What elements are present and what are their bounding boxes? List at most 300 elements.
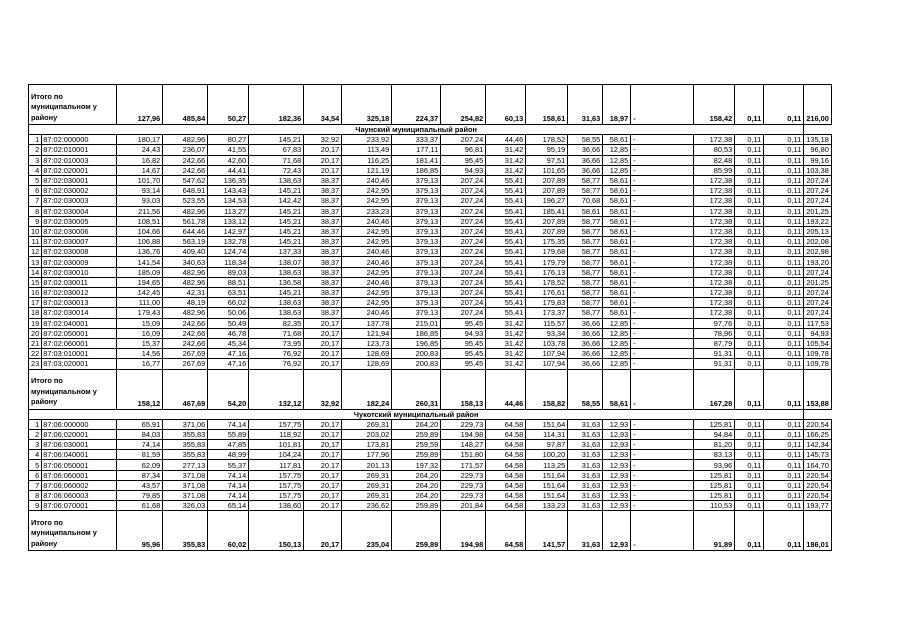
value-cell: 178,52 bbox=[526, 277, 568, 287]
cadastral-code: 87:02:030009 bbox=[42, 257, 117, 267]
value-cell: 194,98 bbox=[441, 429, 486, 439]
value-cell: 111,00 bbox=[117, 298, 163, 308]
value-cell: 264,20 bbox=[392, 470, 441, 480]
value-cell: 71,68 bbox=[249, 328, 304, 338]
table-row bbox=[29, 226, 832, 236]
value-cell: 259,89 bbox=[392, 501, 441, 511]
value-cell: 242,95 bbox=[342, 237, 392, 247]
value-cell: 207,24 bbox=[441, 277, 486, 287]
value-cell bbox=[640, 155, 694, 165]
value-cell: 177,11 bbox=[392, 145, 441, 155]
table-row bbox=[29, 450, 832, 460]
value-cell: 203,02 bbox=[342, 429, 392, 439]
value-cell bbox=[640, 338, 694, 348]
value-cell: - bbox=[631, 257, 640, 267]
value-cell: 31,42 bbox=[486, 155, 526, 165]
value-cell: 172,38 bbox=[694, 135, 735, 145]
value-cell: 172,38 bbox=[694, 308, 735, 318]
value-cell: 0,11 bbox=[735, 237, 764, 247]
value-cell: 0,11 bbox=[735, 328, 764, 338]
value-cell: 66,02 bbox=[208, 298, 249, 308]
row-number: 9 bbox=[29, 216, 42, 226]
value-cell: 269,31 bbox=[342, 480, 392, 490]
value-cell: 64,58 bbox=[486, 440, 526, 450]
total-cell: 141,57 bbox=[526, 511, 568, 551]
table-row bbox=[29, 491, 832, 501]
value-cell: 58,61 bbox=[603, 288, 631, 298]
value-cell: 12,85 bbox=[603, 165, 631, 175]
value-cell: 128,69 bbox=[342, 359, 392, 369]
value-cell: 58,61 bbox=[603, 277, 631, 287]
value-cell: 523,55 bbox=[163, 196, 208, 206]
value-cell: 207,89 bbox=[526, 226, 568, 236]
value-cell bbox=[640, 349, 694, 359]
value-cell: 379,13 bbox=[392, 237, 441, 247]
row-number: 12 bbox=[29, 247, 42, 257]
value-cell: 259,59 bbox=[392, 440, 441, 450]
total-cell: 224,37 bbox=[392, 85, 441, 125]
value-cell: 0,11 bbox=[764, 247, 804, 257]
value-cell: 166,25 bbox=[804, 429, 832, 439]
total-cell: - bbox=[631, 369, 640, 409]
value-cell: 55,37 bbox=[208, 460, 249, 470]
row-number: 19 bbox=[29, 318, 42, 328]
value-cell: 96,81 bbox=[441, 145, 486, 155]
value-cell: 207,24 bbox=[441, 267, 486, 277]
value-cell: 44,46 bbox=[486, 135, 526, 145]
value-cell: 76,92 bbox=[249, 359, 304, 369]
value-cell: 172,38 bbox=[694, 196, 735, 206]
value-cell: 173,81 bbox=[342, 440, 392, 450]
value-cell: 58,61 bbox=[603, 237, 631, 247]
value-cell: 242,66 bbox=[163, 165, 208, 175]
value-cell: 106,88 bbox=[117, 237, 163, 247]
value-cell: 41,55 bbox=[208, 145, 249, 155]
value-cell: - bbox=[631, 175, 640, 185]
value-cell: 125,81 bbox=[694, 491, 735, 501]
value-cell: 104,24 bbox=[249, 450, 304, 460]
value-cell bbox=[640, 480, 694, 490]
table-row bbox=[29, 175, 832, 185]
value-cell: 242,95 bbox=[342, 267, 392, 277]
value-cell: 0,11 bbox=[735, 165, 764, 175]
total-cell: 50,27 bbox=[208, 85, 249, 125]
value-cell: 379,13 bbox=[392, 247, 441, 257]
value-cell: - bbox=[631, 186, 640, 196]
value-cell: 61,68 bbox=[117, 501, 163, 511]
value-cell: 207,24 bbox=[441, 288, 486, 298]
value-cell: - bbox=[631, 267, 640, 277]
value-cell: 0,11 bbox=[764, 267, 804, 277]
tariff-table bbox=[28, 84, 832, 551]
value-cell: 38,37 bbox=[304, 226, 342, 236]
value-cell: 151,64 bbox=[526, 480, 568, 490]
value-cell: 67,83 bbox=[249, 145, 304, 155]
value-cell bbox=[640, 175, 694, 185]
row-number: 5 bbox=[29, 175, 42, 185]
value-cell: 207,24 bbox=[441, 247, 486, 257]
value-cell: 20,17 bbox=[304, 419, 342, 429]
value-cell bbox=[640, 247, 694, 257]
value-cell: 31,63 bbox=[568, 501, 603, 511]
cadastral-code: 87:06:070001 bbox=[42, 501, 117, 511]
value-cell: 207,89 bbox=[526, 186, 568, 196]
value-cell: 0,11 bbox=[735, 450, 764, 460]
value-cell: 207,24 bbox=[804, 298, 832, 308]
value-cell: 172,38 bbox=[694, 277, 735, 287]
cadastral-code: 87:02:030013 bbox=[42, 298, 117, 308]
value-cell: 242,66 bbox=[163, 328, 208, 338]
value-cell: 194,65 bbox=[117, 277, 163, 287]
value-cell: 20,17 bbox=[304, 338, 342, 348]
value-cell: 196,27 bbox=[526, 196, 568, 206]
value-cell: 20,17 bbox=[304, 501, 342, 511]
value-cell: 207,89 bbox=[526, 216, 568, 226]
total-cell: - bbox=[631, 85, 640, 125]
value-cell: 240,46 bbox=[342, 257, 392, 267]
value-cell: 58,77 bbox=[568, 308, 603, 318]
row-number: 7 bbox=[29, 196, 42, 206]
value-cell: 55,41 bbox=[486, 277, 526, 287]
table-row bbox=[29, 135, 832, 145]
value-cell: 205,13 bbox=[804, 226, 832, 236]
value-cell: 12,85 bbox=[603, 349, 631, 359]
value-cell: 93,14 bbox=[117, 186, 163, 196]
value-cell: - bbox=[631, 349, 640, 359]
value-cell: 15,37 bbox=[117, 338, 163, 348]
value-cell: 31,63 bbox=[568, 440, 603, 450]
value-cell: - bbox=[631, 429, 640, 439]
value-cell: 125,81 bbox=[694, 470, 735, 480]
cadastral-code: 87:03:020001 bbox=[42, 359, 117, 369]
value-cell: 38,37 bbox=[304, 237, 342, 247]
value-cell: 133,12 bbox=[208, 216, 249, 226]
value-cell bbox=[640, 501, 694, 511]
value-cell: 207,24 bbox=[804, 308, 832, 318]
value-cell: 12,93 bbox=[603, 470, 631, 480]
district-header-row bbox=[29, 409, 832, 419]
value-cell: 142,42 bbox=[249, 196, 304, 206]
total-cell: 32,92 bbox=[304, 369, 342, 409]
value-cell: 135,18 bbox=[804, 135, 832, 145]
value-cell: 0,11 bbox=[764, 359, 804, 369]
value-cell: 0,11 bbox=[764, 429, 804, 439]
value-cell: 58,77 bbox=[568, 186, 603, 196]
value-cell: 38,37 bbox=[304, 206, 342, 216]
value-cell: 63,51 bbox=[208, 288, 249, 298]
value-cell: 482,96 bbox=[163, 206, 208, 216]
value-cell: 172,38 bbox=[694, 298, 735, 308]
value-cell: - bbox=[631, 460, 640, 470]
value-cell: 138,63 bbox=[249, 175, 304, 185]
value-cell: 31,42 bbox=[486, 318, 526, 328]
value-cell: 55,41 bbox=[486, 298, 526, 308]
value-cell: 14,56 bbox=[117, 349, 163, 359]
value-cell: 0,11 bbox=[764, 206, 804, 216]
total-row bbox=[29, 85, 832, 125]
value-cell: - bbox=[631, 491, 640, 501]
value-cell: 38,37 bbox=[304, 288, 342, 298]
table-row bbox=[29, 288, 832, 298]
table-row bbox=[29, 186, 832, 196]
value-cell bbox=[640, 206, 694, 216]
value-cell: 55,41 bbox=[486, 186, 526, 196]
value-cell: 38,37 bbox=[304, 267, 342, 277]
value-cell: 0,11 bbox=[735, 308, 764, 318]
value-cell: 58,77 bbox=[568, 175, 603, 185]
value-cell: 12,85 bbox=[603, 318, 631, 328]
value-cell: 207,24 bbox=[804, 175, 832, 185]
value-cell: 38,37 bbox=[304, 186, 342, 196]
value-cell: 88,51 bbox=[208, 277, 249, 287]
district-header-row bbox=[29, 125, 832, 135]
value-cell: 0,11 bbox=[764, 298, 804, 308]
value-cell: 20,17 bbox=[304, 318, 342, 328]
value-cell: 0,11 bbox=[735, 196, 764, 206]
value-cell: 71,68 bbox=[249, 155, 304, 165]
row-number: 18 bbox=[29, 308, 42, 318]
table-row bbox=[29, 165, 832, 175]
value-cell: 105,54 bbox=[804, 338, 832, 348]
cadastral-code: 87:03:010001 bbox=[42, 349, 117, 359]
table-row bbox=[29, 429, 832, 439]
value-cell: 74,14 bbox=[208, 480, 249, 490]
table-row bbox=[29, 257, 832, 267]
value-cell: - bbox=[631, 318, 640, 328]
value-cell: 0,11 bbox=[764, 318, 804, 328]
value-cell: 14,67 bbox=[117, 165, 163, 175]
value-cell: 70,68 bbox=[568, 196, 603, 206]
total-cell: 182,36 bbox=[249, 85, 304, 125]
value-cell: 55,41 bbox=[486, 257, 526, 267]
value-cell: 0,11 bbox=[735, 175, 764, 185]
total-cell: 0,11 bbox=[764, 85, 804, 125]
value-cell: 55,41 bbox=[486, 206, 526, 216]
value-cell: 172,38 bbox=[694, 257, 735, 267]
value-cell: - bbox=[631, 470, 640, 480]
value-cell: 179,68 bbox=[526, 247, 568, 257]
table-row bbox=[29, 237, 832, 247]
table-row bbox=[29, 308, 832, 318]
value-cell: 95,45 bbox=[441, 359, 486, 369]
value-cell: 55,41 bbox=[486, 267, 526, 277]
value-cell: 76,92 bbox=[249, 349, 304, 359]
cadastral-code: 87:02:030003 bbox=[42, 196, 117, 206]
value-cell: 200,83 bbox=[392, 349, 441, 359]
value-cell: 333,37 bbox=[392, 135, 441, 145]
value-cell: 136,35 bbox=[208, 175, 249, 185]
value-cell: 97,87 bbox=[526, 440, 568, 450]
value-cell: 38,37 bbox=[304, 247, 342, 257]
value-cell: 229,73 bbox=[441, 470, 486, 480]
value-cell: 207,24 bbox=[441, 298, 486, 308]
value-cell: 201,84 bbox=[441, 501, 486, 511]
table-row bbox=[29, 196, 832, 206]
value-cell: 482,96 bbox=[163, 308, 208, 318]
report-sheet bbox=[28, 84, 832, 551]
value-cell: 55,41 bbox=[486, 226, 526, 236]
table-row bbox=[29, 298, 832, 308]
value-cell: 31,63 bbox=[568, 470, 603, 480]
value-cell: 236,62 bbox=[342, 501, 392, 511]
value-cell: 220,54 bbox=[804, 480, 832, 490]
cadastral-code: 87:02:030005 bbox=[42, 216, 117, 226]
value-cell: 264,20 bbox=[392, 491, 441, 501]
value-cell: 82,48 bbox=[694, 155, 735, 165]
value-cell: 201,25 bbox=[804, 277, 832, 287]
value-cell: 379,13 bbox=[392, 186, 441, 196]
value-cell: 648,91 bbox=[163, 186, 208, 196]
value-cell bbox=[640, 288, 694, 298]
value-cell: 46,78 bbox=[208, 328, 249, 338]
value-cell: 103,78 bbox=[526, 338, 568, 348]
value-cell: 145,21 bbox=[249, 288, 304, 298]
total-cell: 31,63 bbox=[568, 85, 603, 125]
value-cell: 58,77 bbox=[568, 298, 603, 308]
value-cell: 240,46 bbox=[342, 216, 392, 226]
total-cell: 194,98 bbox=[441, 511, 486, 551]
value-cell: 94,93 bbox=[804, 328, 832, 338]
value-cell: 64,58 bbox=[486, 501, 526, 511]
row-number: 23 bbox=[29, 359, 42, 369]
cadastral-code: 87:02:030008 bbox=[42, 247, 117, 257]
value-cell: 242,66 bbox=[163, 338, 208, 348]
row-number: 6 bbox=[29, 470, 42, 480]
value-cell: 74,14 bbox=[117, 440, 163, 450]
row-number: 3 bbox=[29, 440, 42, 450]
value-cell: 259,89 bbox=[392, 450, 441, 460]
value-cell: 186,85 bbox=[392, 165, 441, 175]
value-cell: 94,93 bbox=[441, 328, 486, 338]
value-cell bbox=[640, 460, 694, 470]
value-cell: 136,76 bbox=[117, 247, 163, 257]
total-cell: 153,88 bbox=[804, 369, 832, 409]
value-cell: 561,78 bbox=[163, 216, 208, 226]
total-cell: 235,04 bbox=[342, 511, 392, 551]
row-number: 2 bbox=[29, 145, 42, 155]
value-cell: 0,11 bbox=[735, 257, 764, 267]
value-cell bbox=[640, 267, 694, 277]
total-cell: - bbox=[631, 511, 640, 551]
value-cell: 207,24 bbox=[804, 288, 832, 298]
value-cell: 31,63 bbox=[568, 460, 603, 470]
value-cell: 193,22 bbox=[804, 216, 832, 226]
value-cell: 64,58 bbox=[486, 450, 526, 460]
value-cell: 142,97 bbox=[208, 226, 249, 236]
value-cell bbox=[640, 257, 694, 267]
row-number: 5 bbox=[29, 460, 42, 470]
value-cell: 145,21 bbox=[249, 216, 304, 226]
value-cell: 143,43 bbox=[208, 186, 249, 196]
total-label: Итого по муниципальном у району bbox=[29, 369, 117, 409]
total-cell bbox=[640, 85, 694, 125]
value-cell: - bbox=[631, 338, 640, 348]
table-row bbox=[29, 419, 832, 429]
value-cell: 31,63 bbox=[568, 419, 603, 429]
value-cell: 84,03 bbox=[117, 429, 163, 439]
value-cell bbox=[640, 165, 694, 175]
value-cell: 186,85 bbox=[392, 328, 441, 338]
total-cell: 158,61 bbox=[526, 85, 568, 125]
value-cell: - bbox=[631, 328, 640, 338]
value-cell bbox=[640, 419, 694, 429]
value-cell: 207,24 bbox=[441, 257, 486, 267]
table-row bbox=[29, 440, 832, 450]
value-cell: 0,11 bbox=[735, 216, 764, 226]
value-cell: 113,49 bbox=[342, 145, 392, 155]
value-cell: 355,83 bbox=[163, 450, 208, 460]
value-cell: 118,92 bbox=[249, 429, 304, 439]
value-cell: - bbox=[631, 359, 640, 369]
value-cell: 94,84 bbox=[694, 429, 735, 439]
value-cell: 55,41 bbox=[486, 216, 526, 226]
row-number: 10 bbox=[29, 226, 42, 236]
value-cell: 0,11 bbox=[764, 257, 804, 267]
value-cell: 259,89 bbox=[392, 429, 441, 439]
value-cell: 0,11 bbox=[735, 440, 764, 450]
value-cell: 0,11 bbox=[764, 165, 804, 175]
value-cell: 138,63 bbox=[249, 267, 304, 277]
total-cell: 158,12 bbox=[117, 369, 163, 409]
value-cell: 58,55 bbox=[568, 135, 603, 145]
value-cell: 74,14 bbox=[208, 491, 249, 501]
table-row bbox=[29, 460, 832, 470]
value-cell: 16,82 bbox=[117, 155, 163, 165]
value-cell: 151,64 bbox=[526, 491, 568, 501]
value-cell bbox=[640, 226, 694, 236]
row-number: 15 bbox=[29, 277, 42, 287]
value-cell: 81,59 bbox=[117, 450, 163, 460]
value-cell: - bbox=[631, 419, 640, 429]
value-cell: 110,53 bbox=[694, 501, 735, 511]
value-cell bbox=[640, 450, 694, 460]
cadastral-code: 87:02:030010 bbox=[42, 267, 117, 277]
value-cell: 42,60 bbox=[208, 155, 249, 165]
value-cell: 12,93 bbox=[603, 429, 631, 439]
value-cell: 78,96 bbox=[694, 328, 735, 338]
value-cell: 0,11 bbox=[735, 491, 764, 501]
value-cell: 242,95 bbox=[342, 298, 392, 308]
value-cell: 48,99 bbox=[208, 450, 249, 460]
table-body bbox=[29, 85, 832, 551]
value-cell: 175,35 bbox=[526, 237, 568, 247]
value-cell: 379,13 bbox=[392, 298, 441, 308]
total-cell: 259,89 bbox=[392, 511, 441, 551]
value-cell: 55,89 bbox=[208, 429, 249, 439]
table-row bbox=[29, 267, 832, 277]
value-cell: 55,41 bbox=[486, 175, 526, 185]
value-cell: 58,61 bbox=[603, 226, 631, 236]
value-cell: 93,96 bbox=[694, 460, 735, 470]
value-cell: 12,93 bbox=[603, 491, 631, 501]
value-cell: 264,20 bbox=[392, 480, 441, 490]
value-cell: 55,41 bbox=[486, 308, 526, 318]
value-cell: - bbox=[631, 216, 640, 226]
value-cell: 50,06 bbox=[208, 308, 249, 318]
value-cell: 38,37 bbox=[304, 216, 342, 226]
total-cell: 0,11 bbox=[764, 511, 804, 551]
value-cell: 64,58 bbox=[486, 480, 526, 490]
cadastral-code: 87:06:020001 bbox=[42, 429, 117, 439]
value-cell: 172,38 bbox=[694, 186, 735, 196]
value-cell: 371,06 bbox=[163, 419, 208, 429]
value-cell: 0,11 bbox=[764, 501, 804, 511]
table-row bbox=[29, 328, 832, 338]
value-cell: 36,66 bbox=[568, 359, 603, 369]
value-cell: - bbox=[631, 135, 640, 145]
value-cell: 128,69 bbox=[342, 349, 392, 359]
value-cell: 58,61 bbox=[603, 247, 631, 257]
